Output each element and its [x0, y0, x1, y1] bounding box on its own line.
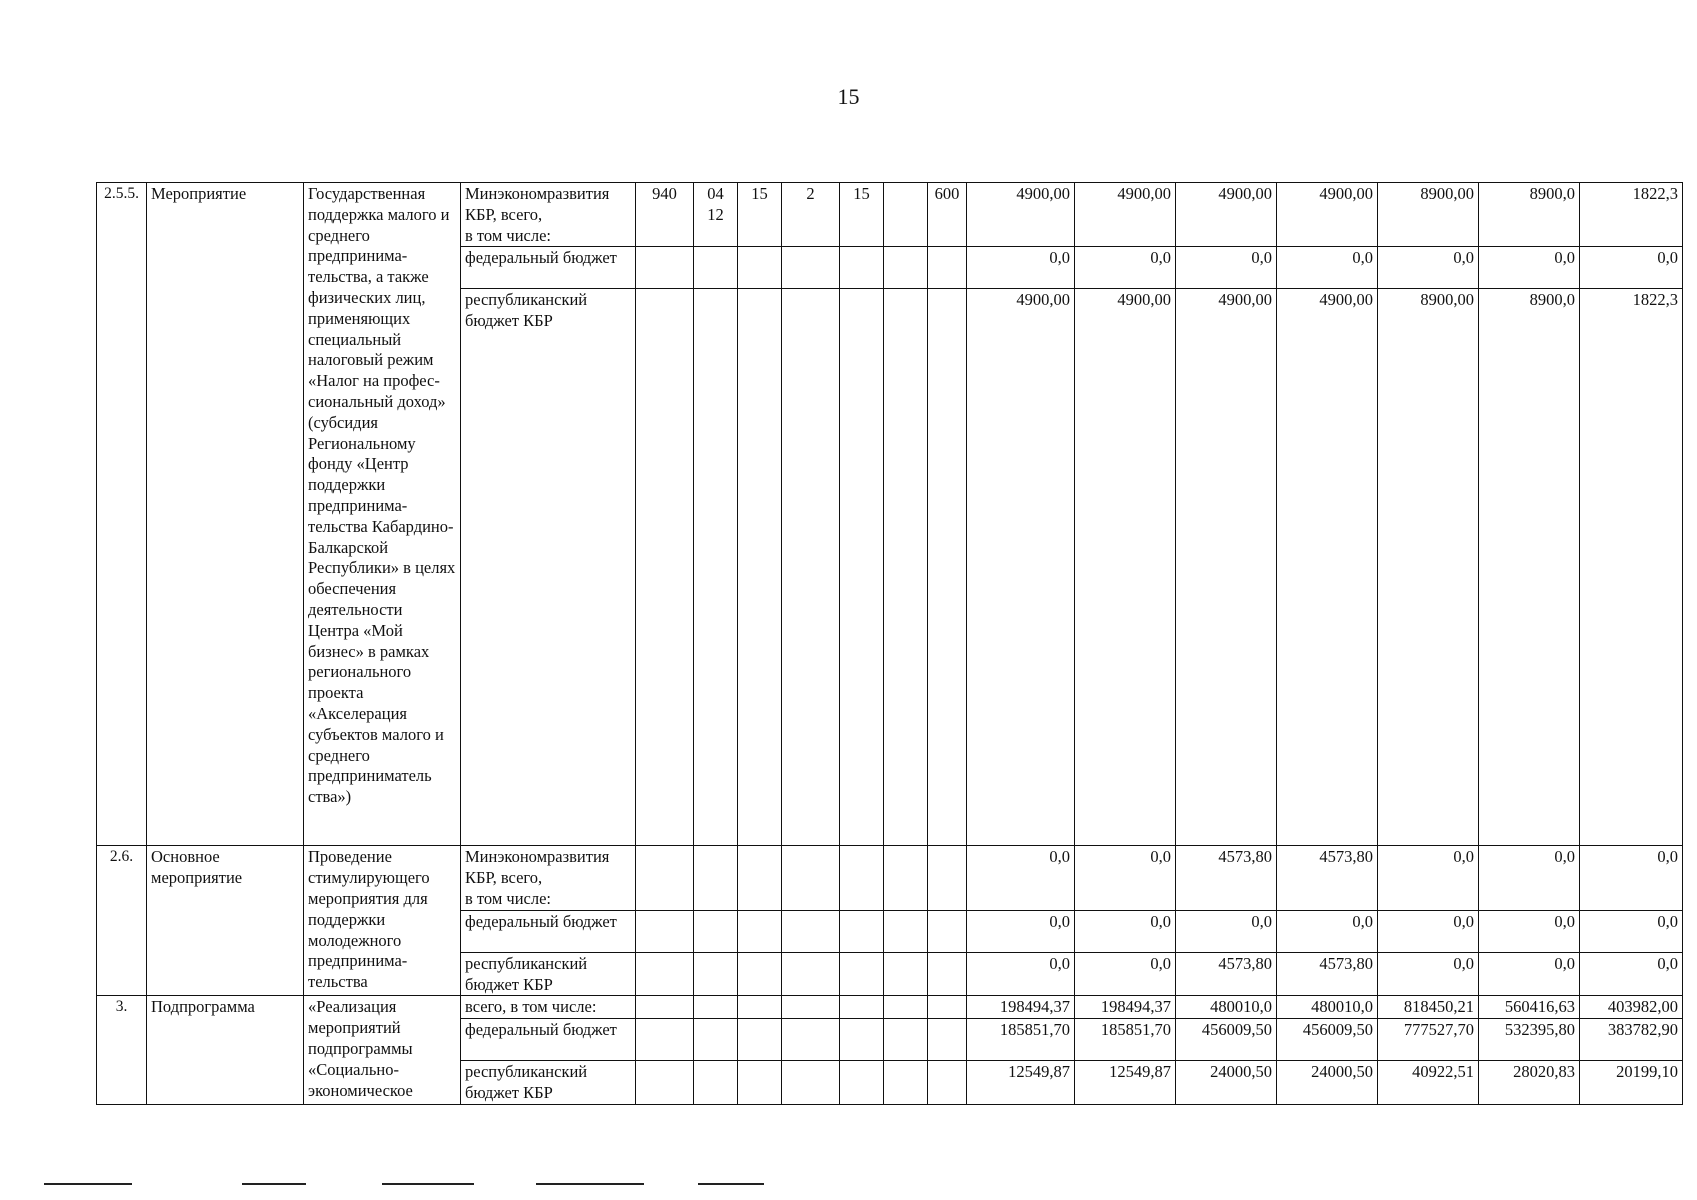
funding-source: Минэкономразвития КБР, всего, в том числе:	[461, 183, 636, 247]
empty-cell	[782, 952, 840, 996]
funding-source: Минэкономразвития КБР, всего, в том числе:	[461, 846, 636, 910]
value-cell: 0,0	[1176, 247, 1277, 289]
empty-cell	[636, 1061, 694, 1105]
empty-cell	[840, 1061, 884, 1105]
empty-cell	[694, 289, 738, 846]
value-cell: 198494,37	[967, 996, 1075, 1019]
empty-cell	[738, 1061, 782, 1105]
empty-cell	[928, 289, 967, 846]
empty-cell	[782, 1061, 840, 1105]
funding-source: республиканский бюджет КБР	[461, 289, 636, 846]
value-cell: 8900,00	[1378, 183, 1479, 247]
code-program: 15	[738, 183, 782, 247]
funding-source: федеральный бюджет	[461, 910, 636, 952]
row-title: Государственная поддержка малого и среднего предпринима- тельства, а также физических лиц, применяющих специальный налоговый режим «Налог на профес- сиональный доход» (субсидия Региональному фонду «Центр поддержки предпринима- тельства Кабардино-Балкарской Республики» в целях обеспечения деятельности Центра «Мой бизнес» в рамках регионального проекта «Акселерация субъектов малого и среднего предприниматель ства»)	[304, 183, 461, 846]
empty-cell	[694, 996, 738, 1019]
row-status: Мероприятие	[147, 183, 304, 846]
code-subprogram: 2	[782, 183, 840, 247]
value-cell: 0,0	[967, 952, 1075, 996]
empty-cell	[928, 910, 967, 952]
value-cell: 0,0	[1176, 910, 1277, 952]
value-cell: 0,0	[1479, 910, 1580, 952]
divider	[698, 1183, 764, 1185]
empty-cell	[884, 1019, 928, 1061]
value-cell: 198494,37	[1075, 996, 1176, 1019]
empty-cell	[840, 846, 884, 910]
footer-scan-lines	[0, 1183, 1697, 1189]
empty-cell	[840, 1019, 884, 1061]
empty-cell	[694, 952, 738, 996]
value-cell: 40922,51	[1378, 1061, 1479, 1105]
empty-cell	[782, 996, 840, 1019]
empty-cell	[840, 289, 884, 846]
empty-cell	[694, 1061, 738, 1105]
empty-cell	[884, 952, 928, 996]
empty-cell	[928, 1019, 967, 1061]
empty-cell	[884, 910, 928, 952]
value-cell: 4900,00	[1277, 289, 1378, 846]
code-direction	[884, 183, 928, 247]
empty-cell	[636, 289, 694, 846]
budget-table	[96, 182, 1683, 1105]
empty-cell	[840, 247, 884, 289]
value-cell: 8900,00	[1378, 289, 1479, 846]
value-cell: 4900,00	[1075, 183, 1176, 247]
value-cell: 0,0	[967, 846, 1075, 910]
value-cell: 0,0	[1075, 846, 1176, 910]
empty-cell	[738, 247, 782, 289]
value-cell: 20199,10	[1580, 1061, 1683, 1105]
row-title: «Реализация мероприятий подпрограммы «Социально-экономическое	[304, 996, 461, 1104]
table-row	[97, 996, 1683, 1019]
divider	[44, 1183, 132, 1185]
value-cell: 12549,87	[1075, 1061, 1176, 1105]
value-cell: 4573,80	[1277, 952, 1378, 996]
page-number: 15	[837, 84, 860, 109]
value-cell: 0,0	[967, 910, 1075, 952]
empty-cell	[884, 846, 928, 910]
empty-cell	[840, 952, 884, 996]
empty-cell	[636, 846, 694, 910]
value-cell: 456009,50	[1176, 1019, 1277, 1061]
empty-cell	[636, 247, 694, 289]
funding-source: федеральный бюджет	[461, 1019, 636, 1061]
value-cell: 0,0	[967, 247, 1075, 289]
funding-source: республиканский бюджет КБР	[461, 1061, 636, 1105]
empty-cell	[738, 846, 782, 910]
value-cell: 8900,0	[1479, 289, 1580, 846]
value-cell: 4900,00	[1075, 289, 1176, 846]
value-cell: 1822,3	[1580, 183, 1683, 247]
row-number: 3.	[97, 996, 147, 1104]
value-cell: 0,0	[1378, 846, 1479, 910]
value-cell: 8900,0	[1479, 183, 1580, 247]
row-number: 2.6.	[97, 846, 147, 996]
value-cell: 4900,00	[1277, 183, 1378, 247]
empty-cell	[884, 1061, 928, 1105]
empty-cell	[738, 289, 782, 846]
empty-cell	[782, 910, 840, 952]
value-cell: 4900,00	[967, 289, 1075, 846]
value-cell: 1822,3	[1580, 289, 1683, 846]
empty-cell	[636, 910, 694, 952]
value-cell: 532395,80	[1479, 1019, 1580, 1061]
empty-cell	[928, 952, 967, 996]
funding-source: федеральный бюджет	[461, 247, 636, 289]
row-number: 2.5.5.	[97, 183, 147, 846]
empty-cell	[884, 996, 928, 1019]
empty-cell	[782, 289, 840, 846]
value-cell: 0,0	[1075, 952, 1176, 996]
value-cell: 24000,50	[1176, 1061, 1277, 1105]
value-cell: 28020,83	[1479, 1061, 1580, 1105]
value-cell: 0,0	[1580, 910, 1683, 952]
value-cell: 0,0	[1378, 247, 1479, 289]
row-status: Основное мероприятие	[147, 846, 304, 996]
funding-source: всего, в том числе:	[461, 996, 636, 1019]
empty-cell	[782, 247, 840, 289]
empty-cell	[928, 846, 967, 910]
value-cell: 560416,63	[1479, 996, 1580, 1019]
empty-cell	[694, 910, 738, 952]
value-cell: 4573,80	[1277, 846, 1378, 910]
empty-cell	[738, 910, 782, 952]
value-cell: 4900,00	[1176, 183, 1277, 247]
value-cell: 818450,21	[1378, 996, 1479, 1019]
empty-cell	[636, 1019, 694, 1061]
value-cell: 0,0	[1075, 910, 1176, 952]
empty-cell	[782, 846, 840, 910]
value-cell: 0,0	[1479, 247, 1580, 289]
value-cell: 0,0	[1378, 910, 1479, 952]
code-rzpr: 04 12	[694, 183, 738, 247]
value-cell: 0,0	[1277, 247, 1378, 289]
value-cell: 0,0	[1277, 910, 1378, 952]
value-cell: 4573,80	[1176, 846, 1277, 910]
value-cell: 0,0	[1580, 952, 1683, 996]
code-vr: 600	[928, 183, 967, 247]
value-cell: 480010,0	[1277, 996, 1378, 1019]
empty-cell	[738, 996, 782, 1019]
value-cell: 0,0	[1580, 846, 1683, 910]
divider	[382, 1183, 474, 1185]
value-cell: 185851,70	[967, 1019, 1075, 1061]
empty-cell	[928, 247, 967, 289]
empty-cell	[738, 952, 782, 996]
table-row	[97, 183, 1683, 247]
table-row	[97, 846, 1683, 910]
value-cell: 383782,90	[1580, 1019, 1683, 1061]
row-status: Подпрограмма	[147, 996, 304, 1104]
funding-source: республиканский бюджет КБР	[461, 952, 636, 996]
empty-cell	[694, 247, 738, 289]
value-cell: 24000,50	[1277, 1061, 1378, 1105]
value-cell: 4573,80	[1176, 952, 1277, 996]
row-title: Проведение стимулирующего мероприятия для поддержки молодежного предпринима- тельства	[304, 846, 461, 996]
empty-cell	[782, 1019, 840, 1061]
empty-cell	[694, 846, 738, 910]
empty-cell	[840, 910, 884, 952]
empty-cell	[636, 996, 694, 1019]
empty-cell	[884, 289, 928, 846]
value-cell: 185851,70	[1075, 1019, 1176, 1061]
value-cell: 456009,50	[1277, 1019, 1378, 1061]
value-cell: 4900,00	[967, 183, 1075, 247]
empty-cell	[840, 996, 884, 1019]
empty-cell	[928, 1061, 967, 1105]
value-cell: 0,0	[1580, 247, 1683, 289]
divider	[242, 1183, 306, 1185]
code-grbs: 940	[636, 183, 694, 247]
empty-cell	[636, 952, 694, 996]
value-cell: 403982,00	[1580, 996, 1683, 1019]
empty-cell	[738, 1019, 782, 1061]
empty-cell	[928, 996, 967, 1019]
value-cell: 0,0	[1378, 952, 1479, 996]
empty-cell	[884, 247, 928, 289]
value-cell: 0,0	[1075, 247, 1176, 289]
divider	[536, 1183, 644, 1185]
value-cell: 0,0	[1479, 846, 1580, 910]
value-cell: 777527,70	[1378, 1019, 1479, 1061]
code-measure: 15	[840, 183, 884, 247]
value-cell: 12549,87	[967, 1061, 1075, 1105]
value-cell: 4900,00	[1176, 289, 1277, 846]
empty-cell	[694, 1019, 738, 1061]
value-cell: 480010,0	[1176, 996, 1277, 1019]
value-cell: 0,0	[1479, 952, 1580, 996]
